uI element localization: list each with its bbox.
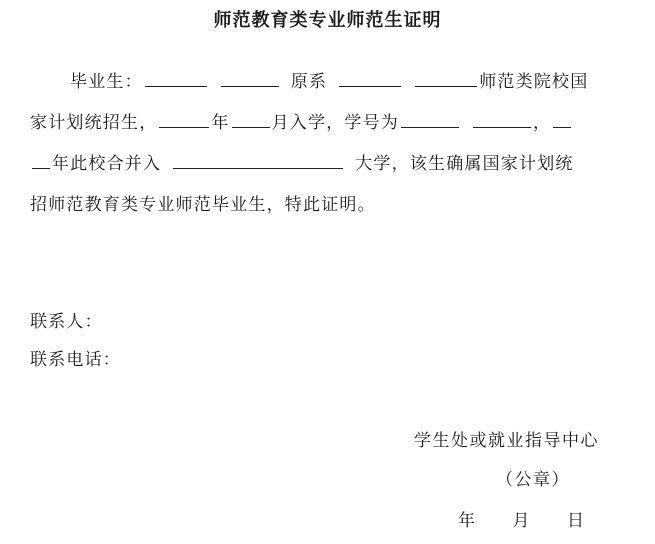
- enroll-month-blank[interactable]: [232, 107, 270, 128]
- body-line-4: 招师范教育类专业师范毕业生，特此证明。: [30, 195, 376, 215]
- contact-person-label: 联系人：: [30, 312, 103, 332]
- document-title: 师范教育类专业师范生证明: [213, 10, 442, 31]
- contact-phone-label: 联系电话：: [30, 350, 121, 370]
- normal-school-label: 师范类院校国: [479, 72, 589, 92]
- certificate-body: [30, 62, 630, 226]
- original-school-blank-2[interactable]: [415, 66, 477, 87]
- year-label: 年: [211, 113, 230, 133]
- line2-start: 家计划统招生，: [30, 113, 158, 133]
- comma: ，: [533, 113, 552, 133]
- graduate-name-blank-1[interactable]: [145, 66, 207, 87]
- student-id-blank-1[interactable]: [401, 107, 459, 128]
- original-school-blank-1[interactable]: [339, 66, 401, 87]
- line3-start: 年此校合并入: [52, 154, 162, 174]
- date-year-label: 年: [458, 511, 477, 531]
- original-label: 原系: [290, 72, 328, 92]
- official-seal-label: （公章）: [496, 470, 570, 490]
- body-line-2: [30, 103, 630, 144]
- date-day-label: 日: [567, 511, 586, 531]
- body-line-1: [30, 62, 630, 103]
- month-label: 月入学，学号为: [271, 113, 400, 133]
- signature-date: [458, 506, 586, 531]
- graduate-label: 毕业生：: [70, 72, 143, 92]
- line3-mid: 大学，该生确属国家计划统: [355, 154, 574, 174]
- graduate-name-blank-2[interactable]: [221, 66, 279, 87]
- enroll-year-blank[interactable]: [159, 107, 209, 128]
- date-month-label: 月: [512, 511, 531, 531]
- merged-university-blank[interactable]: [173, 148, 343, 169]
- issuing-office: 学生处或就业指导中心: [414, 431, 599, 451]
- merge-year-blank-2[interactable]: [32, 148, 50, 169]
- student-id-blank-2[interactable]: [473, 107, 531, 128]
- body-line-3: [30, 144, 630, 185]
- merge-year-blank-1[interactable]: [553, 107, 571, 128]
